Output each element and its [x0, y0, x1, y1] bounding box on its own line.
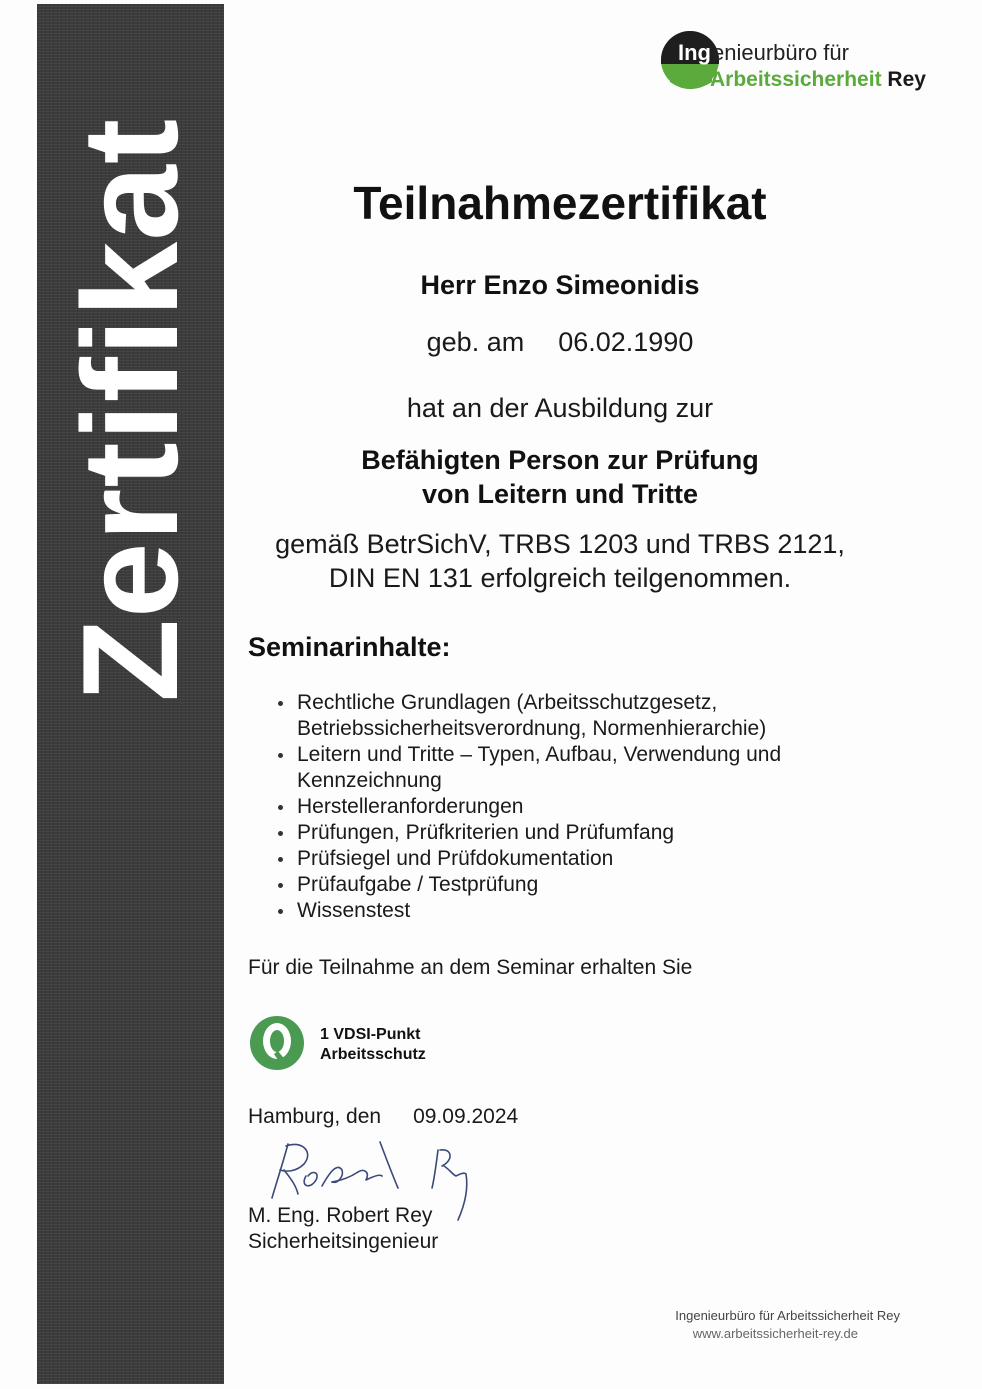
place-date [248, 1105, 518, 1129]
birth-label: geb. am [426, 327, 525, 357]
course-title-line-2: von Leitern und Tritte [421, 479, 698, 509]
course-title-line-1: Befähigten Person zur Prüfung [361, 445, 759, 475]
side-band-word: Zertifikat [54, 117, 206, 703]
bullet-icon [278, 909, 283, 914]
issue-date: 09.09.2024 [413, 1105, 519, 1128]
logo-line-1 [678, 40, 849, 66]
bullet-icon [278, 805, 283, 810]
seminar-heading: Seminarinhalte: [248, 632, 451, 662]
signer-name: M. Eng. Robert Rey [248, 1204, 433, 1227]
bullet-icon [278, 883, 283, 888]
bullet-icon [278, 753, 283, 758]
credits-intro: Für die Teilnahme an dem Seminar erhalten Sie [248, 956, 693, 979]
certificate-title: Teilnahmezertifikat [353, 177, 767, 229]
list-item: Leitern und Tritte – Typen, Aufbau, Verwendung und Kennzeichnung [276, 742, 876, 794]
legal-basis [240, 527, 880, 595]
participant-name: Herr Enzo Simeonidis [420, 270, 700, 300]
vdsi-points-line-1: 1 VDSI-Punkt [320, 1026, 421, 1043]
list-item: Prüfsiegel und Prüfdokumentation [276, 846, 876, 872]
intro-text: hat an der Ausbildung zur [406, 393, 714, 423]
logo-line-2 [710, 68, 926, 92]
seminar-topic-list [276, 690, 876, 924]
signer-block [248, 1203, 438, 1255]
vdsi-logo-icon [248, 1014, 306, 1072]
signer-title: Sicherheitsingenieur [248, 1230, 439, 1253]
birth-line [240, 327, 880, 358]
legal-basis-line-1: gemäß BetrSichV, TRBS 1203 und TRBS 2121, [275, 529, 845, 559]
list-item: Prüfungen, Prüfkriterien und Prüfumfang [276, 820, 876, 846]
logo-line-2-dark: Rey [887, 68, 926, 91]
footer [600, 1307, 900, 1343]
place-label: Hamburg, den [248, 1105, 382, 1128]
course-title [240, 443, 880, 511]
footer-company: Ingenieurbüro für Arbeitssicherheit Rey [675, 1308, 900, 1323]
list-item: Wissenstest [276, 898, 876, 924]
company-logo [660, 30, 960, 92]
legal-basis-line-2: DIN EN 131 erfolgreich teilgenommen. [328, 563, 792, 593]
bullet-icon [278, 831, 283, 836]
logo-line-2-green: Arbeitssicherheit [710, 68, 882, 91]
logo-ing: Ing [678, 40, 711, 65]
list-item: Herstelleranforderungen [276, 794, 876, 820]
birth-date: 06.02.1990 [558, 327, 694, 357]
list-item: Rechtliche Grundlagen (Arbeitsschutzgesetz, Betriebssicherheitsverordnung, Normenhierarchie) [276, 690, 876, 742]
vdsi-points [320, 1025, 426, 1065]
footer-website: www.arbeitssicherheit-rey.de [692, 1326, 858, 1341]
list-item: Prüfaufgabe / Testprüfung [276, 872, 876, 898]
vdsi-points-line-2: Arbeitsschutz [320, 1046, 426, 1063]
bullet-icon [278, 857, 283, 862]
bullet-icon [278, 701, 283, 706]
logo-line-1-rest: enieurbüro für [712, 40, 849, 65]
